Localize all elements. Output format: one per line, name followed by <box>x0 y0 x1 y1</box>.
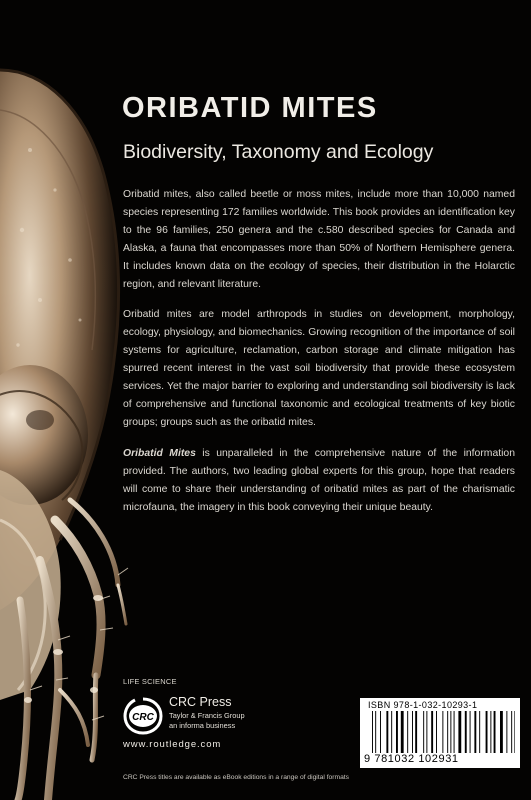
barcode-bar <box>442 711 443 753</box>
barcode-bar <box>490 711 491 753</box>
barcode-bar <box>415 711 417 753</box>
barcode-bar <box>372 711 373 753</box>
publisher-informa: an informa business <box>169 721 236 730</box>
barcode-bar <box>396 711 398 753</box>
ebook-note: CRC Press titles are available as eBook editions in a range of digital formats <box>123 774 350 781</box>
book-subtitle: Biodiversity, Taxonomy and Ecology <box>123 141 434 163</box>
isbn-text: ISBN 978-1-032-10293-1 <box>368 700 478 710</box>
barcode-bar <box>386 711 388 753</box>
barcode-bar <box>426 711 427 753</box>
crc-logo-text: CRC <box>132 712 154 723</box>
barcode-bar <box>380 711 381 753</box>
barcode-bar <box>447 711 448 753</box>
barcode-bar <box>511 711 512 753</box>
subject-category: LIFE SCIENCE <box>123 677 177 686</box>
barcode-bar <box>458 711 461 753</box>
barcode-bar <box>375 711 376 753</box>
barcode-bars <box>370 711 515 753</box>
publisher-group: Taylor & Francis Group <box>169 711 245 720</box>
barcode-bar <box>454 711 455 753</box>
barcode-bar <box>514 711 515 753</box>
barcode-bar <box>391 711 392 753</box>
ean-number: 9 781032 102931 <box>364 753 459 765</box>
publisher-name: CRC Press <box>169 695 232 709</box>
barcode-bar <box>486 711 488 753</box>
book-title: ORIBATID MITES <box>122 92 378 124</box>
barcode-bar <box>436 711 437 753</box>
barcode-bar <box>407 711 408 753</box>
blurb-paragraph-1: Oribatid mites, also called beetle or moss mites, include more than 10,000 named species representing 172 families worldwide. This book provides an identification key to the 96 families, 250 genera and the c.580 described species for Canada and Alaska, a fauna that encompasses more than 50% of Northern Hemisphere genera. It includes known data on the ecology of species, their distribution in the Holarctic region, and relevant literature. <box>123 189 515 290</box>
barcode-bar <box>423 711 424 753</box>
barcode-bar <box>470 711 471 753</box>
crc-press-logo-icon <box>123 697 163 735</box>
publisher-url[interactable]: www.routledge.com <box>123 739 222 750</box>
barcode-bar <box>450 711 451 753</box>
barcode-bar <box>412 711 413 753</box>
barcode-bar <box>479 711 480 753</box>
blurb <box>123 186 515 529</box>
barcode-bar <box>401 711 404 753</box>
blurb-title-emphasis: Oribatid Mites <box>123 447 196 459</box>
blurb-paragraph-3 <box>123 445 515 517</box>
barcode-bar <box>494 711 496 753</box>
blurb-paragraph-3-text: is unparalleled in the comprehensive nature of the information provided. The authors, two leading global experts for this group, hope that readers will come to share their understanding of oribatid mites as part of the charismatic microfauna, the imagery in this book conveying their unique beauty. <box>123 447 515 513</box>
publisher-block <box>123 695 353 755</box>
barcode-bar <box>500 711 503 753</box>
barcode-bar <box>431 711 433 753</box>
blurb-paragraph-2: Oribatid mites are model arthropods in studies on development, morphology, ecology, physiology, and biomechanics. Growing recognition of the importance of soil systems for agriculture, reclamation, carbon storage and climate mitigation has spurred recent interest in the vast soil biodiversity that provide these ecosystem services. Yet the major barrier to exploring and understanding soil biodiversity is lack of comprehensive and functional taxonomic and ecological treatments of key biotic groups; groups such as the oribatid mites. <box>123 309 515 428</box>
barcode-bar <box>474 711 476 753</box>
barcode-bar <box>506 711 507 753</box>
barcode-bar <box>465 711 467 753</box>
isbn-barcode <box>360 698 520 768</box>
